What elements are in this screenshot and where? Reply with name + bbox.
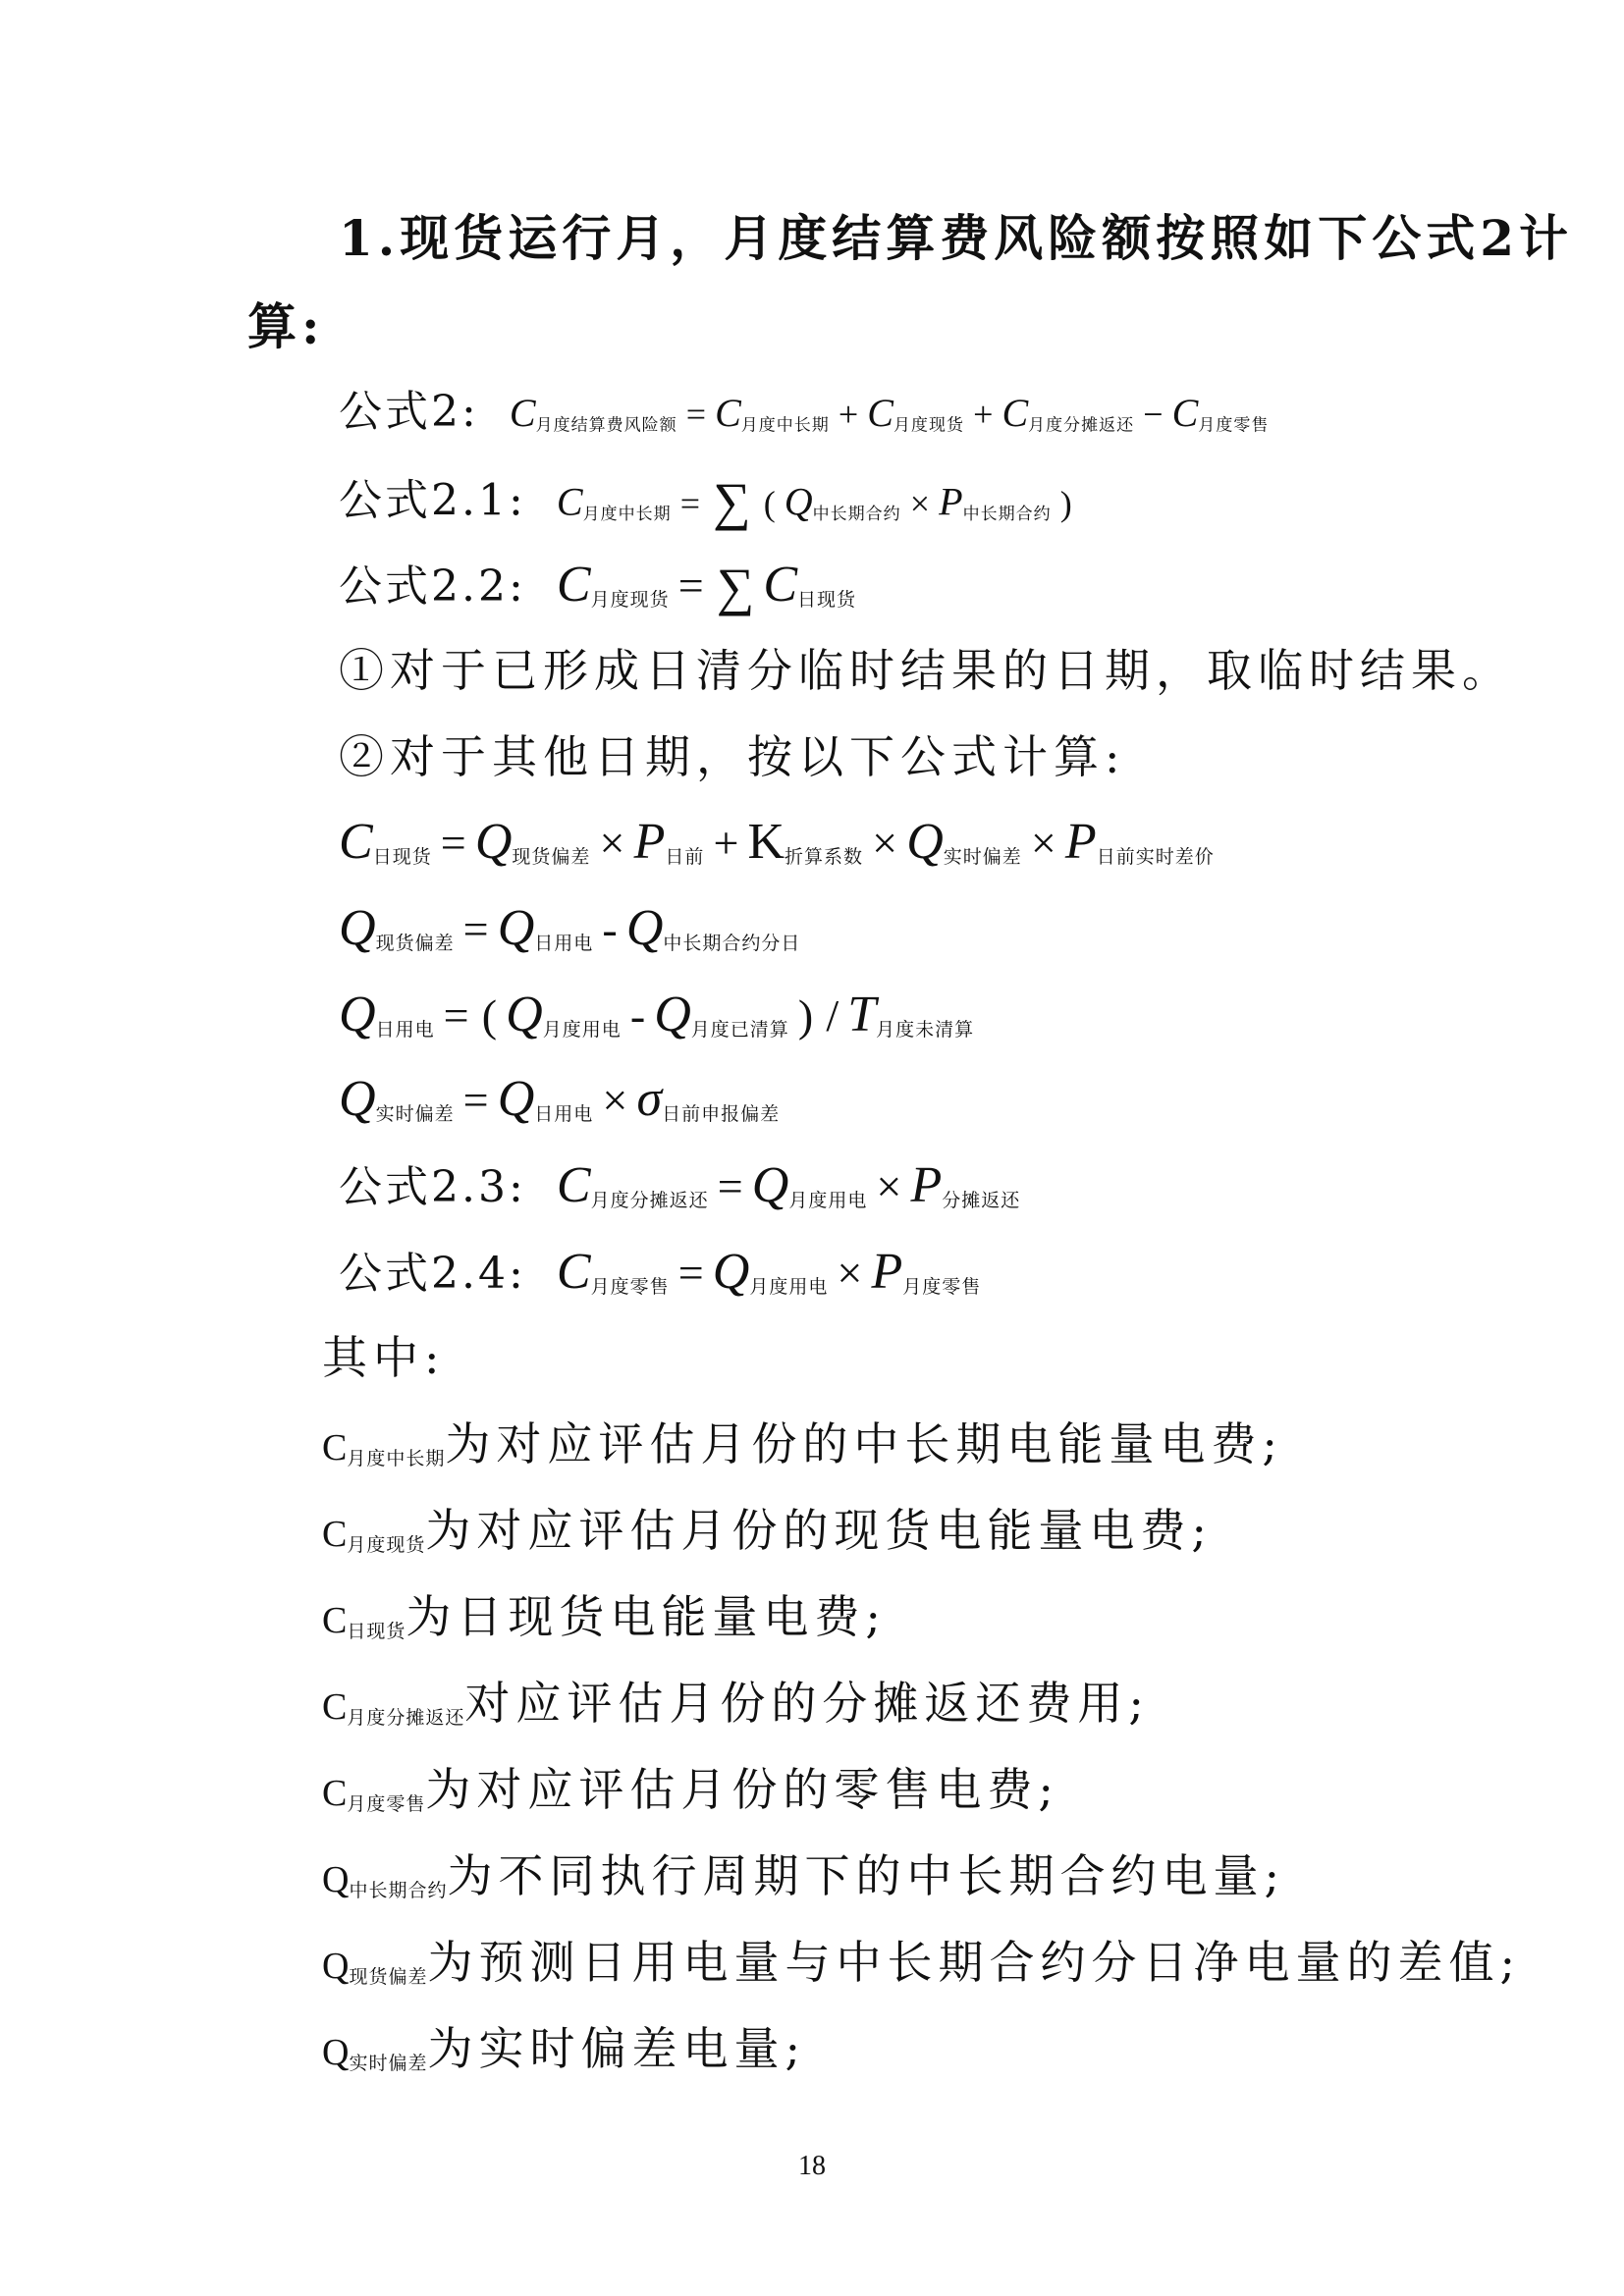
operator: =	[679, 483, 700, 523]
def-subscript: 日现货	[347, 1620, 406, 1642]
equation-q-spot-deviation	[339, 900, 801, 956]
heading-line-2: 算:	[247, 297, 325, 355]
subscript: 日前	[665, 845, 705, 868]
operator: ×	[837, 1248, 863, 1298]
operator: +	[713, 818, 739, 868]
var: C	[867, 391, 893, 435]
page-number: 18	[798, 2151, 826, 2181]
operator: -	[602, 904, 618, 954]
subscript: 现货偏差	[375, 932, 455, 954]
operator: =	[677, 1248, 704, 1298]
operator: =	[462, 1075, 489, 1125]
var: C	[763, 557, 798, 613]
var: C	[556, 479, 583, 524]
def-var: Q	[322, 1859, 350, 1900]
subscript: 月度用电	[749, 1275, 829, 1298]
formula-label: 公式2.3:	[339, 1162, 526, 1212]
def-subscript: 月度分摊返还	[347, 1706, 465, 1729]
definition-item	[322, 1590, 887, 1643]
subscript: 月度现货	[590, 588, 670, 611]
definition-item	[322, 1849, 1285, 1902]
def-subscript: 中长期合约	[349, 1879, 448, 1901]
var: P	[633, 814, 666, 870]
var: Q	[339, 987, 376, 1042]
heading-line-1: 1.现货运行月，月度结算费风险额按照如下公式2计	[339, 209, 1573, 267]
var: Q	[497, 900, 535, 956]
sum-symbol: ∑	[713, 472, 751, 531]
formula-2	[339, 387, 1270, 437]
subscript: 月度中长期	[740, 415, 830, 436]
var: C	[1001, 391, 1029, 435]
subscript: 月度分摊返还	[590, 1189, 709, 1211]
subscript: 日现货	[797, 588, 857, 611]
operator: ×	[872, 818, 898, 868]
equation-c-daily-spot	[339, 814, 1215, 870]
subscript: 月度未清算	[876, 1018, 975, 1041]
definition-item	[322, 1504, 1213, 1557]
note-2: ②对于其他日期，按以下公式计算:	[339, 730, 1126, 783]
note-1: ①对于已形成日清分临时结果的日期，取临时结果。	[339, 644, 1513, 697]
subscript: 月度结算费风险额	[535, 415, 677, 436]
def-text: 为对应评估月份的零售电费;	[425, 1763, 1059, 1816]
formula-2-3	[339, 1157, 1021, 1213]
operator: /	[826, 990, 839, 1041]
def-text: 为预测日用电量与中长期合约分日净电量的差值;	[427, 1936, 1521, 1989]
subscript: 日用电	[534, 932, 594, 954]
def-subscript: 月度零售	[347, 1792, 426, 1815]
definition-item	[322, 2022, 806, 2075]
paren: (	[763, 483, 776, 523]
var: Q	[906, 814, 944, 870]
subscript: 月度中长期	[582, 504, 672, 524]
subscript: 中长期合约	[962, 504, 1052, 524]
def-var: Q	[322, 1946, 350, 1987]
subscript: 日前实时差价	[1096, 845, 1215, 868]
operator: ×	[909, 483, 931, 523]
operator: ×	[599, 818, 625, 868]
def-text: 为实时偏差电量;	[427, 2022, 806, 2075]
subscript: 月度零售	[590, 1275, 670, 1298]
operator: =	[462, 904, 489, 954]
subscript: 日用电	[534, 1102, 594, 1125]
definition-item	[322, 1417, 1283, 1470]
def-var: C	[322, 1600, 348, 1641]
var: P	[939, 479, 963, 524]
def-text: 为不同执行周期下的中长期合约电量;	[447, 1849, 1285, 1902]
var: Q	[339, 1071, 376, 1127]
var: Q	[751, 1157, 789, 1213]
subscript: 月度零售	[902, 1275, 982, 1298]
subscript: 月度零售	[1198, 415, 1270, 436]
operator: =	[717, 1161, 743, 1211]
var: Q	[506, 987, 543, 1042]
equation-q-daily-usage	[339, 989, 974, 1041]
var: C	[1171, 391, 1199, 435]
def-var: C	[322, 1686, 348, 1728]
var: T	[847, 987, 877, 1042]
var: Q	[474, 814, 513, 870]
paren: )	[797, 990, 814, 1041]
operator: ×	[876, 1161, 902, 1211]
var: Q	[784, 479, 813, 524]
formula-2-2	[339, 557, 857, 617]
def-var: Q	[322, 2032, 350, 2073]
operator: =	[443, 990, 469, 1041]
def-var: C	[322, 1773, 348, 1814]
formula-2-1	[339, 472, 1076, 531]
var: P	[910, 1157, 943, 1213]
var: P	[1064, 814, 1097, 870]
var: Q	[625, 900, 664, 956]
formula-label: 公式2:	[339, 387, 479, 437]
operator: -	[629, 990, 646, 1041]
var: Q	[654, 987, 691, 1042]
definition-item	[322, 1936, 1521, 1989]
def-subscript: 月度现货	[347, 1533, 426, 1556]
var: C	[556, 557, 591, 613]
var: C	[715, 391, 741, 435]
formula-label: 公式2.4:	[339, 1249, 526, 1299]
subscript: 月度现货	[893, 415, 964, 436]
operator: =	[685, 395, 707, 434]
definition-item	[322, 1763, 1059, 1816]
where-label: 其中:	[322, 1331, 446, 1384]
def-text: 为日现货电能量电费;	[406, 1590, 887, 1643]
formula-2-4	[339, 1244, 982, 1300]
operator: +	[838, 395, 859, 434]
subscript: 月度分摊返还	[1028, 415, 1135, 436]
var: C	[339, 814, 373, 870]
def-subscript: 实时偏差	[349, 2052, 428, 2074]
subscript: 中长期合约分日	[663, 932, 801, 954]
subscript: 折算系数	[785, 845, 864, 868]
var: P	[871, 1244, 903, 1300]
def-var: C	[322, 1514, 348, 1555]
subscript: 月度已清算	[690, 1018, 789, 1041]
var: σ	[636, 1071, 663, 1127]
subscript: 日前申报偏差	[662, 1102, 781, 1125]
def-var: C	[322, 1427, 348, 1468]
paren: (	[481, 990, 498, 1041]
subscript: 月度用电	[788, 1189, 868, 1211]
subscript: 实时偏差	[943, 845, 1022, 868]
subscript: 月度用电	[542, 1018, 622, 1041]
formula-label: 公式2.2:	[339, 561, 526, 612]
paren: )	[1059, 483, 1072, 523]
subscript: 现货偏差	[512, 845, 591, 868]
var: Q	[339, 900, 376, 956]
subscript: 实时偏差	[375, 1102, 455, 1125]
subscript: 日用电	[375, 1018, 435, 1041]
operator: ×	[1030, 818, 1056, 868]
operator: =	[440, 818, 466, 868]
def-text: 为对应评估月份的中长期电能量电费;	[445, 1417, 1283, 1470]
operator: +	[973, 395, 994, 434]
subscript: 中长期合约	[812, 504, 901, 524]
operator: =	[677, 561, 704, 611]
var: C	[509, 391, 536, 435]
var: Q	[712, 1244, 750, 1300]
subscript: 日现货	[372, 845, 432, 868]
operator: ×	[602, 1075, 628, 1125]
equation-q-realtime-deviation	[339, 1071, 781, 1127]
formula-label: 公式2.1:	[339, 475, 526, 526]
definition-item	[322, 1677, 1150, 1730]
var: K	[747, 814, 785, 870]
def-subscript: 月度中长期	[347, 1447, 446, 1469]
var: Q	[497, 1071, 535, 1127]
subscript: 分摊返还	[942, 1189, 1021, 1211]
sum-symbol: ∑	[716, 558, 755, 617]
def-subscript: 现货偏差	[349, 1965, 428, 1988]
operator: −	[1143, 395, 1164, 434]
var: C	[556, 1244, 591, 1300]
def-text: 对应评估月份的分摊返还费用;	[464, 1677, 1150, 1730]
def-text: 为对应评估月份的现货电能量电费;	[425, 1504, 1213, 1557]
var: C	[556, 1157, 591, 1213]
